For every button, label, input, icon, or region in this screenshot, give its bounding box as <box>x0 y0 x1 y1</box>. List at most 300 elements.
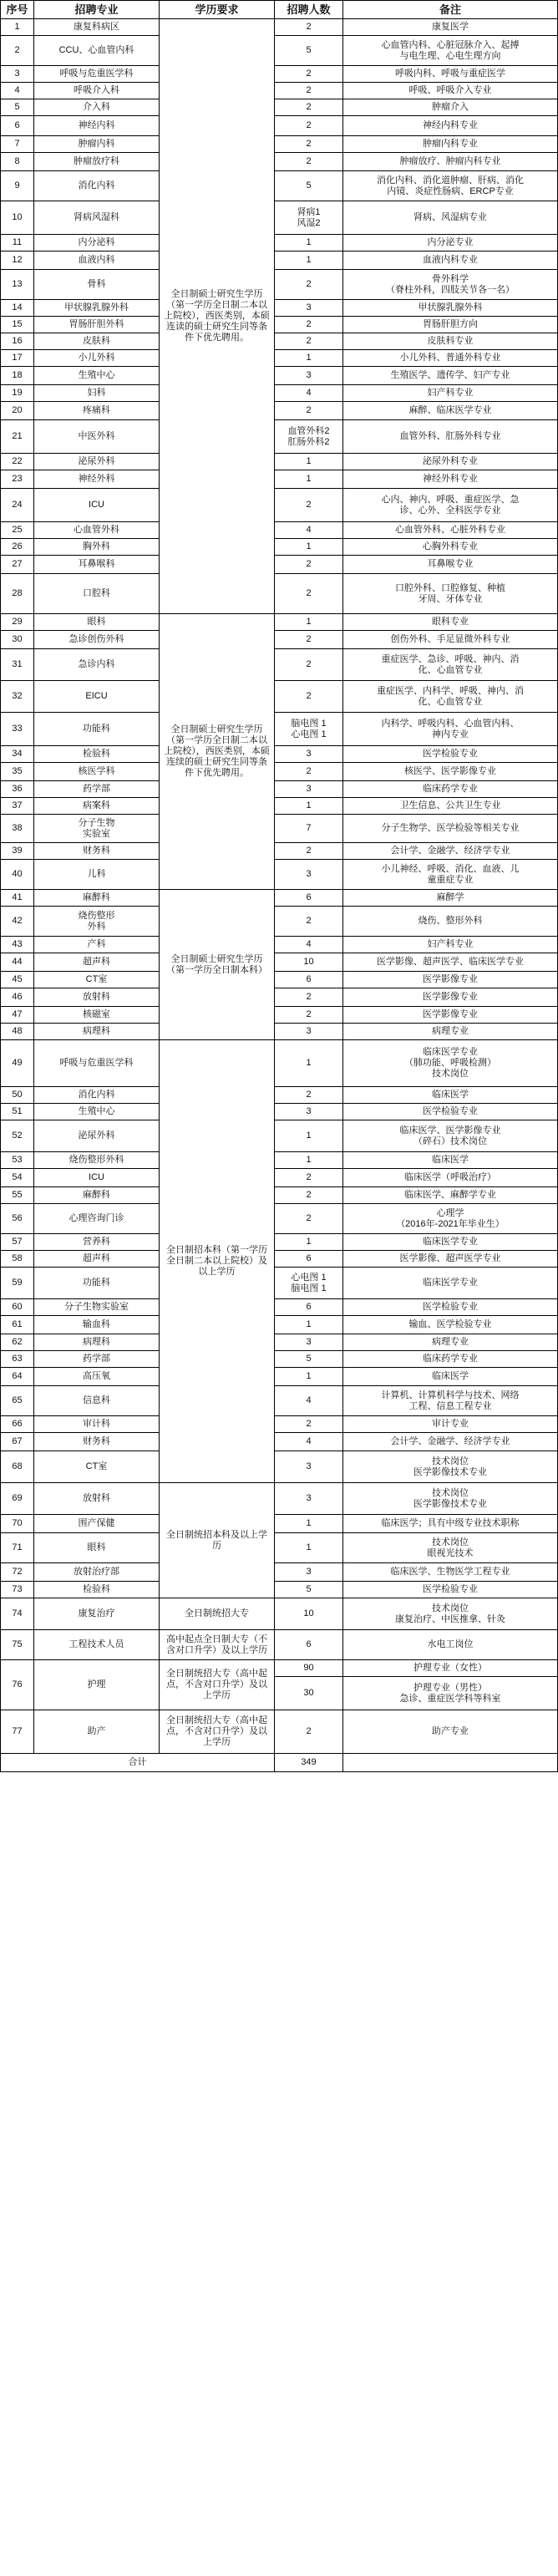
row-number-cell: 27 <box>1 556 34 574</box>
major-cell: 功能科 <box>34 713 160 746</box>
education-requirement-cell: 全日制硕士研究生学历（第一学历全日制本科） <box>160 890 275 1040</box>
note-cell: 眼科专业 <box>343 614 558 631</box>
header-cell: 备注 <box>343 1 558 19</box>
note-cell: 病理专业 <box>343 1334 558 1351</box>
table-row <box>1 539 558 556</box>
table-row <box>1 988 558 1007</box>
note-cell: 血液内科专业 <box>343 252 558 270</box>
note-cell: 护理专业（男性） 急诊、重症医学科等科室 <box>343 1677 558 1710</box>
major-cell: 胸外科 <box>34 539 160 556</box>
row-number-cell: 66 <box>1 1416 34 1433</box>
headcount-cell: 2 <box>275 1087 343 1104</box>
headcount-cell: 6 <box>275 890 343 907</box>
row-number-cell: 31 <box>1 649 34 681</box>
table-row <box>1 574 558 614</box>
row-number-cell: 57 <box>1 1234 34 1251</box>
headcount-cell: 2 <box>275 99 343 116</box>
row-number-cell: 36 <box>1 781 34 798</box>
header-cell: 招聘专业 <box>34 1 160 19</box>
major-cell: 病理科 <box>34 1334 160 1351</box>
row-number-cell: 11 <box>1 235 34 252</box>
headcount-cell: 3 <box>275 746 343 763</box>
note-cell: 麻醉学 <box>343 890 558 907</box>
table-row <box>1 798 558 815</box>
headcount-cell: 3 <box>275 1024 343 1040</box>
headcount-cell: 7 <box>275 815 343 843</box>
headcount-cell: 2 <box>275 556 343 574</box>
headcount-cell: 脑电图 1 心电图 1 <box>275 713 343 746</box>
table-row <box>1 1087 558 1104</box>
headcount-cell: 4 <box>275 385 343 402</box>
row-number-cell: 50 <box>1 1087 34 1104</box>
major-cell: 肿瘤放疗科 <box>34 153 160 171</box>
headcount-cell: 2 <box>275 988 343 1007</box>
row-number-cell: 53 <box>1 1152 34 1169</box>
major-cell: 小儿外科 <box>34 350 160 367</box>
table-row <box>1 367 558 385</box>
headcount-cell: 4 <box>275 1386 343 1416</box>
note-cell: 临床药学专业 <box>343 781 558 798</box>
row-number-cell: 61 <box>1 1316 34 1334</box>
note-cell: 医学检验专业 <box>343 746 558 763</box>
note-cell: 临床医学专业 （肺功能、呼吸检测） 技术岗位 <box>343 1040 558 1087</box>
major-cell: 助产 <box>34 1710 160 1754</box>
headcount-cell: 2 <box>275 317 343 333</box>
table-row <box>1 1368 558 1386</box>
row-number-cell: 2 <box>1 36 34 66</box>
table-row <box>1 201 558 235</box>
row-number-cell: 5 <box>1 99 34 116</box>
headcount-cell: 血管外科2 肛肠外科2 <box>275 420 343 454</box>
major-cell: 财务科 <box>34 843 160 860</box>
note-cell: 呼吸内科、呼吸与重症医学 <box>343 66 558 83</box>
headcount-cell: 2 <box>275 136 343 153</box>
headcount-cell: 2 <box>275 19 343 36</box>
table-row <box>1 1024 558 1040</box>
row-number-cell: 63 <box>1 1351 34 1368</box>
major-cell: 消化内科 <box>34 1087 160 1104</box>
education-requirement-cell: 全日制统招大专 <box>160 1598 275 1630</box>
major-cell: ICU <box>34 1169 160 1187</box>
row-number-cell: 60 <box>1 1299 34 1316</box>
major-cell: 急诊内科 <box>34 649 160 681</box>
table-row <box>1 746 558 763</box>
row-number-cell: 25 <box>1 522 34 539</box>
row-number-cell: 42 <box>1 907 34 937</box>
note-cell: 心血管外科、心脏外科专业 <box>343 522 558 539</box>
major-cell: 放射治疗部 <box>34 1563 160 1582</box>
headcount-cell: 5 <box>275 1582 343 1598</box>
table-row <box>1 631 558 649</box>
note-cell: 胃肠肝胆方向 <box>343 317 558 333</box>
row-number-cell: 16 <box>1 333 34 350</box>
row-number-cell: 70 <box>1 1515 34 1533</box>
note-cell: 创伤外科、手足显微外科专业 <box>343 631 558 649</box>
row-number-cell: 72 <box>1 1563 34 1582</box>
major-cell: 输血科 <box>34 1316 160 1334</box>
headcount-cell: 2 <box>275 574 343 614</box>
major-cell: CT室 <box>34 972 160 988</box>
row-number-cell: 7 <box>1 136 34 153</box>
row-number-cell: 33 <box>1 713 34 746</box>
major-cell: 高压氧 <box>34 1368 160 1386</box>
table-row <box>1 300 558 317</box>
major-cell: 中医外科 <box>34 420 160 454</box>
table-row <box>1 1660 558 1677</box>
note-cell: 临床医学、生物医学工程专业 <box>343 1563 558 1582</box>
major-cell: 超声科 <box>34 953 160 972</box>
row-number-cell: 55 <box>1 1187 34 1204</box>
table-row <box>1 489 558 522</box>
table-row <box>1 350 558 367</box>
headcount-cell: 1 <box>275 1120 343 1152</box>
headcount-cell: 1 <box>275 350 343 367</box>
note-cell: 小儿外科、普通外科专业 <box>343 350 558 367</box>
row-number-cell: 1 <box>1 19 34 36</box>
table-row <box>1 171 558 201</box>
headcount-cell: 3 <box>275 1563 343 1582</box>
row-number-cell: 37 <box>1 798 34 815</box>
table-row <box>1 19 558 36</box>
note-cell: 心血管内科、心脏冠脉介入、起搏 与电生理、心电生理方向 <box>343 36 558 66</box>
major-cell: 检验科 <box>34 746 160 763</box>
note-cell: 皮肤科专业 <box>343 333 558 350</box>
table-row <box>1 1169 558 1187</box>
table-row <box>1 1120 558 1152</box>
row-number-cell: 26 <box>1 539 34 556</box>
note-cell: 肾病、风湿病专业 <box>343 201 558 235</box>
row-number-cell: 74 <box>1 1598 34 1630</box>
table-row <box>1 649 558 681</box>
major-cell: 核医学科 <box>34 763 160 781</box>
headcount-cell: 4 <box>275 937 343 953</box>
table-row <box>1 1334 558 1351</box>
row-number-cell: 29 <box>1 614 34 631</box>
row-number-cell: 13 <box>1 270 34 300</box>
row-number-cell: 59 <box>1 1268 34 1299</box>
table-body <box>1 1 558 1772</box>
row-number-cell: 21 <box>1 420 34 454</box>
total-note-cell <box>343 1754 558 1772</box>
row-number-cell: 24 <box>1 489 34 522</box>
row-number-cell: 17 <box>1 350 34 367</box>
headcount-cell: 1 <box>275 539 343 556</box>
table-row <box>1 614 558 631</box>
headcount-cell: 2 <box>275 1710 343 1754</box>
headcount-cell: 2 <box>275 1416 343 1433</box>
row-number-cell: 56 <box>1 1204 34 1234</box>
table-row <box>1 153 558 171</box>
headcount-cell: 1 <box>275 1040 343 1087</box>
note-cell: 妇产科专业 <box>343 385 558 402</box>
education-requirement-cell: 高中起点全日制大专（不含对口升学）及以上学历 <box>160 1630 275 1660</box>
row-number-cell: 62 <box>1 1334 34 1351</box>
table-row <box>1 470 558 489</box>
headcount-cell: 5 <box>275 171 343 201</box>
table-row <box>1 1533 558 1563</box>
headcount-cell: 5 <box>275 36 343 66</box>
major-cell: 围产保健 <box>34 1515 160 1533</box>
row-number-cell: 52 <box>1 1120 34 1152</box>
row-number-cell: 34 <box>1 746 34 763</box>
table-row <box>1 1204 558 1234</box>
table-row <box>1 1104 558 1120</box>
row-number-cell: 19 <box>1 385 34 402</box>
table-row <box>1 1234 558 1251</box>
major-cell: 烧伤整形 外科 <box>34 907 160 937</box>
major-cell: 烧伤整形外科 <box>34 1152 160 1169</box>
major-cell: 呼吸与危重医学科 <box>34 1040 160 1087</box>
note-cell: 血管外科、肛肠外科专业 <box>343 420 558 454</box>
table-row <box>1 235 558 252</box>
major-cell: 病案科 <box>34 798 160 815</box>
row-number-cell: 3 <box>1 66 34 83</box>
headcount-cell: 心电图 1 脑电图 1 <box>275 1268 343 1299</box>
note-cell: 康复医学 <box>343 19 558 36</box>
table-row <box>1 116 558 136</box>
major-cell: 心血管外科 <box>34 522 160 539</box>
headcount-cell: 2 <box>275 843 343 860</box>
row-number-cell: 73 <box>1 1582 34 1598</box>
major-cell: 妇科 <box>34 385 160 402</box>
note-cell: 心理学 （2016年-2021年毕业生） <box>343 1204 558 1234</box>
major-cell: 急诊创伤外科 <box>34 631 160 649</box>
major-cell: 介入科 <box>34 99 160 116</box>
table-row <box>1 1598 558 1630</box>
row-number-cell: 35 <box>1 763 34 781</box>
major-cell: 眼科 <box>34 1533 160 1563</box>
major-cell: EICU <box>34 681 160 713</box>
note-cell: 甲状腺乳腺外科 <box>343 300 558 317</box>
headcount-cell: 2 <box>275 681 343 713</box>
table-row <box>1 1351 558 1368</box>
headcount-cell: 3 <box>275 860 343 890</box>
headcount-cell: 2 <box>275 116 343 136</box>
headcount-cell: 30 <box>275 1677 343 1710</box>
headcount-cell: 肾病1 风湿2 <box>275 201 343 235</box>
note-cell: 分子生物学、医学检验等相关专业 <box>343 815 558 843</box>
major-cell: 麻醉科 <box>34 890 160 907</box>
table-row <box>1 937 558 953</box>
headcount-cell: 4 <box>275 1433 343 1451</box>
headcount-cell: 2 <box>275 489 343 522</box>
total-row <box>1 1754 558 1772</box>
note-cell: 神经外科专业 <box>343 470 558 489</box>
row-number-cell: 54 <box>1 1169 34 1187</box>
major-cell: 骨科 <box>34 270 160 300</box>
note-cell: 临床医学、医学影像专业 （碎石）技术岗位 <box>343 1120 558 1152</box>
row-number-cell: 32 <box>1 681 34 713</box>
major-cell: 功能科 <box>34 1268 160 1299</box>
education-requirement-cell: 全日制统招大专（高中起点，不含对口升学）及以上学历 <box>160 1710 275 1754</box>
note-cell: 临床医学 <box>343 1368 558 1386</box>
note-cell: 肿瘤介入 <box>343 99 558 116</box>
row-number-cell: 43 <box>1 937 34 953</box>
education-requirement-cell: 全日制统招大专（高中起点，不含对口升学）及以上学历 <box>160 1660 275 1710</box>
row-number-cell: 18 <box>1 367 34 385</box>
table-row <box>1 781 558 798</box>
table-row <box>1 1451 558 1483</box>
major-cell: 呼吸介入科 <box>34 83 160 99</box>
headcount-cell: 6 <box>275 1251 343 1268</box>
row-number-cell: 44 <box>1 953 34 972</box>
education-requirement-cell: 全日制招本科（第一学历全日制二本以上院校）及以上学历 <box>160 1040 275 1483</box>
table-row <box>1 333 558 350</box>
row-number-cell: 6 <box>1 116 34 136</box>
note-cell: 重症医学、急诊、呼吸、神内、消 化、心血管专业 <box>343 649 558 681</box>
table-row <box>1 1582 558 1598</box>
major-cell: 心理咨询门诊 <box>34 1204 160 1234</box>
row-number-cell: 65 <box>1 1386 34 1416</box>
headcount-cell: 3 <box>275 781 343 798</box>
table-row <box>1 136 558 153</box>
note-cell: 核医学、医学影像专业 <box>343 763 558 781</box>
headcount-cell: 2 <box>275 1204 343 1234</box>
major-cell: 甲状腺乳腺外科 <box>34 300 160 317</box>
major-cell: 放射科 <box>34 988 160 1007</box>
table-row <box>1 1710 558 1754</box>
row-number-cell: 20 <box>1 402 34 420</box>
headcount-cell: 1 <box>275 235 343 252</box>
row-number-cell: 76 <box>1 1660 34 1710</box>
note-cell: 临床医学；具有中级专业技术职称 <box>343 1515 558 1533</box>
major-cell: 皮肤科 <box>34 333 160 350</box>
table-row <box>1 270 558 300</box>
row-number-cell: 47 <box>1 1007 34 1024</box>
table-row <box>1 252 558 270</box>
major-cell: 产科 <box>34 937 160 953</box>
table-row <box>1 66 558 83</box>
headcount-cell: 10 <box>275 953 343 972</box>
row-number-cell: 48 <box>1 1024 34 1040</box>
note-cell: 医学检验专业 <box>343 1299 558 1316</box>
headcount-cell: 90 <box>275 1660 343 1677</box>
headcount-cell: 1 <box>275 1515 343 1533</box>
note-cell: 技术岗位 康复治疗、中医推拿、针灸 <box>343 1598 558 1630</box>
row-number-cell: 67 <box>1 1433 34 1451</box>
table-row <box>1 972 558 988</box>
headcount-cell: 4 <box>275 522 343 539</box>
note-cell: 妇产科专业 <box>343 937 558 953</box>
major-cell: 口腔科 <box>34 574 160 614</box>
note-cell: 计算机、计算机科学与技术、网络 工程、信息工程专业 <box>343 1386 558 1416</box>
row-number-cell: 77 <box>1 1710 34 1754</box>
education-requirement-cell: 全日制硕士研究生学历（第一学历全日制二本以上院校），西医类别，本硕连续的硕士研究生同等条件下优先聘用。 <box>160 614 275 890</box>
major-cell: 药学部 <box>34 1351 160 1368</box>
note-cell: 医学影像专业 <box>343 988 558 1007</box>
major-cell: 麻醉科 <box>34 1187 160 1204</box>
major-cell: 胃肠肝胆外科 <box>34 317 160 333</box>
note-cell: 医学影像专业 <box>343 972 558 988</box>
major-cell: 生殖中心 <box>34 1104 160 1120</box>
note-cell: 技术岗位 医学影像技术专业 <box>343 1451 558 1483</box>
headcount-cell: 5 <box>275 1351 343 1368</box>
headcount-cell: 2 <box>275 763 343 781</box>
table-row <box>1 556 558 574</box>
table-row <box>1 1630 558 1660</box>
headcount-cell: 2 <box>275 1007 343 1024</box>
table-row <box>1 1316 558 1334</box>
table-row <box>1 953 558 972</box>
note-cell: 内分泌专业 <box>343 235 558 252</box>
major-cell: 眼科 <box>34 614 160 631</box>
note-cell: 小儿神经、呼吸、消化、血液、儿 童重症专业 <box>343 860 558 890</box>
headcount-cell: 3 <box>275 1104 343 1120</box>
note-cell: 临床医学（呼吸治疗） <box>343 1169 558 1187</box>
major-cell: 分子生物实验室 <box>34 1299 160 1316</box>
note-cell: 医学影像、超声医学专业 <box>343 1251 558 1268</box>
headcount-cell: 1 <box>275 1316 343 1334</box>
headcount-cell: 1 <box>275 614 343 631</box>
note-cell: 肿瘤内科专业 <box>343 136 558 153</box>
note-cell: 生殖医学、遗传学、妇产专业 <box>343 367 558 385</box>
major-cell: ICU <box>34 489 160 522</box>
headcount-cell: 2 <box>275 333 343 350</box>
headcount-cell: 6 <box>275 1299 343 1316</box>
row-number-cell: 4 <box>1 83 34 99</box>
major-cell: 消化内科 <box>34 171 160 201</box>
major-cell: 血液内科 <box>34 252 160 270</box>
row-number-cell: 45 <box>1 972 34 988</box>
note-cell: 重症医学、内科学、呼吸、神内、消 化、心血管专业 <box>343 681 558 713</box>
note-cell: 麻醉、临床医学专业 <box>343 402 558 420</box>
note-cell: 神经内科专业 <box>343 116 558 136</box>
note-cell: 输血、医学检验专业 <box>343 1316 558 1334</box>
headcount-cell: 3 <box>275 367 343 385</box>
note-cell: 骨外科学 （脊柱外科，四肢关节各一名） <box>343 270 558 300</box>
note-cell: 临床医学专业 <box>343 1234 558 1251</box>
note-cell: 医学影像、超声医学、临床医学专业 <box>343 953 558 972</box>
table-row <box>1 385 558 402</box>
row-number-cell: 40 <box>1 860 34 890</box>
table-row <box>1 1299 558 1316</box>
row-number-cell: 71 <box>1 1533 34 1563</box>
row-number-cell: 30 <box>1 631 34 649</box>
note-cell: 呼吸、呼吸介入专业 <box>343 83 558 99</box>
education-requirement-cell: 全日制硕士研究生学历（第一学历全日制二本以上院校），西医类别，本硕连读的硕士研究生同等条件下优先聘用。 <box>160 19 275 614</box>
major-cell: 康复科病区 <box>34 19 160 36</box>
table-row <box>1 1416 558 1433</box>
major-cell: 超声科 <box>34 1251 160 1268</box>
education-requirement-cell: 全日制统招本科及以上学历 <box>160 1483 275 1598</box>
table-row <box>1 420 558 454</box>
table-row <box>1 1187 558 1204</box>
row-number-cell: 68 <box>1 1451 34 1483</box>
headcount-cell: 2 <box>275 402 343 420</box>
major-cell: 病理科 <box>34 1024 160 1040</box>
table-row <box>1 860 558 890</box>
headcount-cell: 6 <box>275 1630 343 1660</box>
table-row <box>1 83 558 99</box>
major-cell: 信息科 <box>34 1386 160 1416</box>
table-row <box>1 1007 558 1024</box>
headcount-cell: 2 <box>275 83 343 99</box>
major-cell: 财务科 <box>34 1433 160 1451</box>
table-row <box>1 681 558 713</box>
note-cell: 卫生信息、公共卫生专业 <box>343 798 558 815</box>
headcount-cell: 1 <box>275 252 343 270</box>
table-row <box>1 99 558 116</box>
table-row <box>1 763 558 781</box>
table-row <box>1 907 558 937</box>
table-header-row <box>1 1 558 19</box>
table-row <box>1 1152 558 1169</box>
table-row <box>1 1483 558 1515</box>
headcount-cell: 2 <box>275 153 343 171</box>
row-number-cell: 58 <box>1 1251 34 1268</box>
row-number-cell: 28 <box>1 574 34 614</box>
note-cell: 泌尿外科专业 <box>343 454 558 470</box>
